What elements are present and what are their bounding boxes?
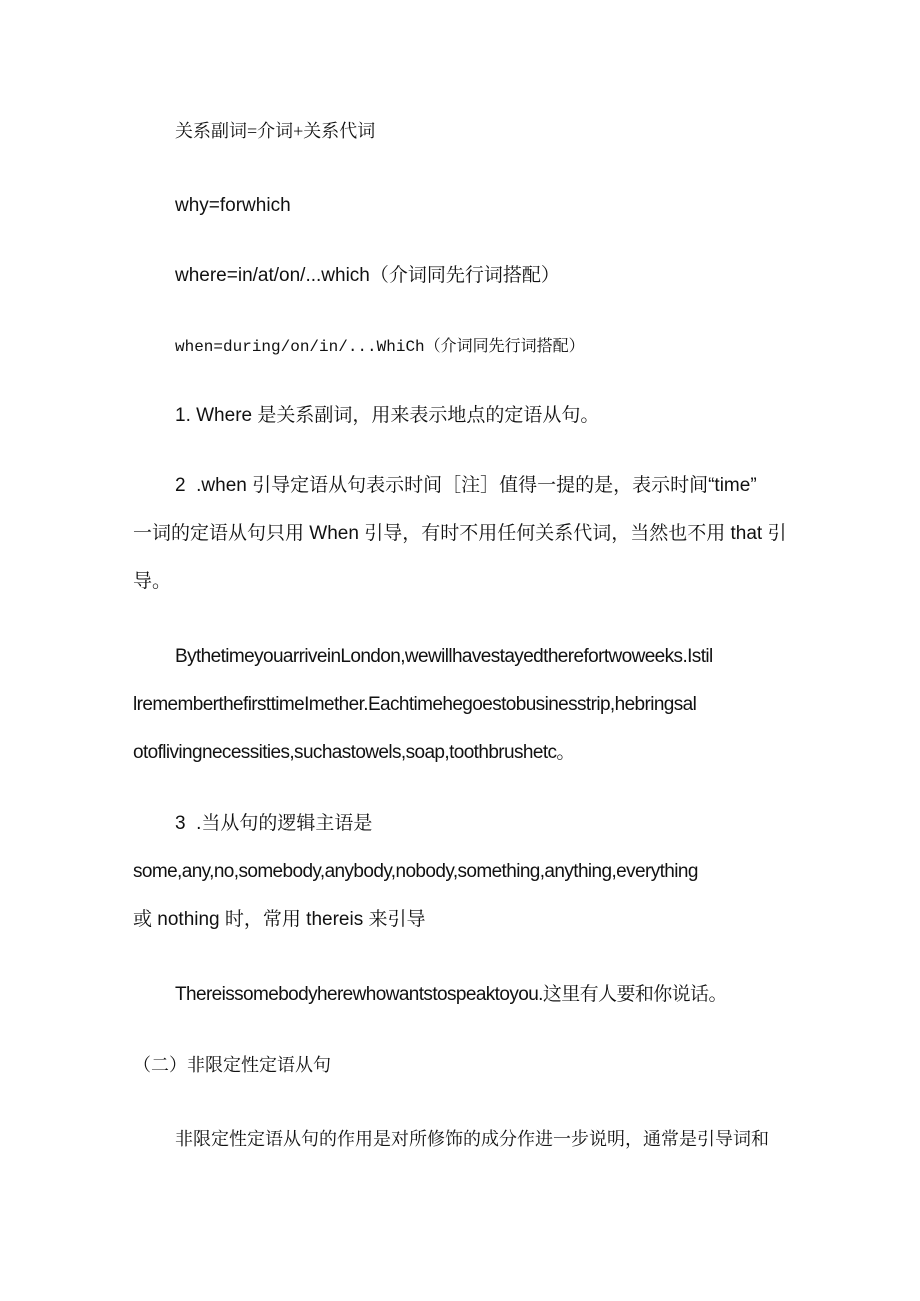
example-line-3: otoflivingnecessities,suchastowels,soap,toothbrushetc。 <box>133 742 575 763</box>
formula-why: why=forwhich <box>175 195 291 216</box>
example-there-is: Thereissomebodyherewhowantstospeaktoyou.这里有人要和你说话。 <box>175 984 727 1005</box>
rule-3-line-3: 或 nothing 时，常用 thereis 来引导 <box>133 909 426 930</box>
rule-2-line-2: 一词的定语从句只用 When 引导，有时不用任何关系代词，当然也不用 that 引 <box>133 523 787 544</box>
rule-3-line-1: 3 .当从句的逻辑主语是 <box>175 813 373 834</box>
example-line-2: lrememberthefirsttimeImether.Eachtimehegoestobusinesstrip,hebringsal <box>133 694 697 715</box>
rule-2-line-3: 导。 <box>133 571 172 592</box>
rule-3-line-2: some,any,no,somebody,anybody,nobody,something,anything,everything <box>133 861 698 882</box>
formula-when: when=during/on/in/...WhiCh（介词同先行词搭配） <box>175 338 585 356</box>
rule-2-line-1: 2 .when 引导定语从句表示时间［注］值得一提的是，表示时间“time” <box>175 475 757 496</box>
section-heading: （二）非限定性定语从句 <box>133 1055 331 1075</box>
example-line-1: BythetimeyouarriveinLondon,wewillhavestayedtherefortwoweeks.Istil <box>175 646 713 667</box>
formula-where: where=in/at/on/...which（介词同先行词搭配） <box>175 265 560 286</box>
section-intro: 非限定性定语从句的作用是对所修饰的成分作进一步说明，通常是引导词和 <box>175 1129 769 1149</box>
rule-1: 1. Where 是关系副词，用来表示地点的定语从句。 <box>175 405 600 426</box>
formula-relative-adverb: 关系副词=介词+关系代词 <box>175 121 376 141</box>
